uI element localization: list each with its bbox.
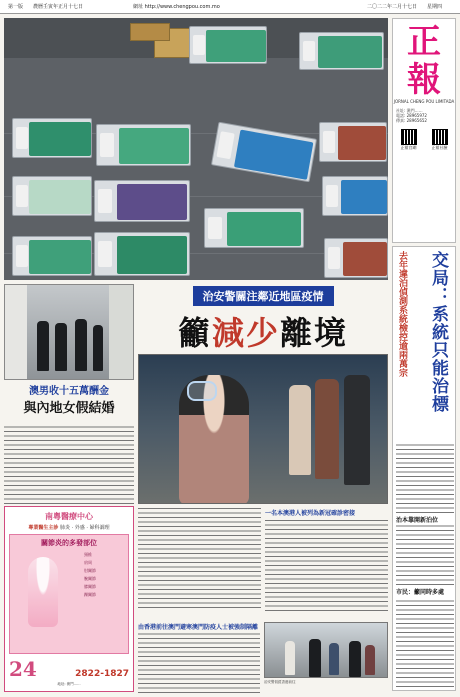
lead-kicker: 治安警關注鄰近地區疫情 xyxy=(193,286,334,306)
list-item: 膝關節 xyxy=(84,584,96,589)
ad-joint-list xyxy=(84,551,124,599)
ad-services-list: 肺炎 · 外感 · 婦科調理 xyxy=(60,525,110,531)
body-figure-icon xyxy=(28,557,58,627)
clinic-advertisement[interactable] xyxy=(4,506,134,692)
qr-code-icon[interactable] xyxy=(432,129,448,145)
list-item: 肩周 xyxy=(84,560,92,565)
headline-suffix: 離境 xyxy=(280,314,349,352)
ad-services xyxy=(5,524,133,531)
photo-caption: 治安警員經香港前往 xyxy=(264,680,296,684)
contact-line: 社址: 澳門…… xyxy=(396,108,423,113)
headline-highlight: 減少 xyxy=(211,314,280,352)
left-body-text xyxy=(4,424,134,504)
publication-date: 二〇二二年二月十七日 xyxy=(366,4,417,10)
lower-body-text xyxy=(138,633,260,693)
top-bar xyxy=(0,0,460,14)
face-shield-icon xyxy=(187,381,217,401)
lunar-date: 農曆壬寅年正月十七日 xyxy=(33,4,84,10)
page-number: 第一版 xyxy=(8,4,24,10)
headline-prefix: 籲 xyxy=(177,314,212,352)
photo-street-crowd xyxy=(264,622,388,678)
left-main-headline: 與內地女假結婚 xyxy=(23,401,115,416)
lead-body-text xyxy=(138,508,261,608)
lower-subhead: 由香港前往澳門避寒澳門防疫人士被強制隔離 xyxy=(138,624,259,631)
right-body-text xyxy=(396,597,454,687)
qr-code-icon[interactable] xyxy=(401,129,417,145)
lead-main-headline xyxy=(138,308,388,354)
lead-headline xyxy=(138,284,388,352)
publisher-name: JORNAL CHENG POU LIMITADA xyxy=(393,99,455,104)
lower-body xyxy=(138,622,260,692)
list-item: 腕關節 xyxy=(84,576,96,581)
logo-character-top: 正 xyxy=(407,22,441,62)
ad-feature-box xyxy=(9,534,129,654)
qr-label: 正報官網 xyxy=(400,145,417,150)
lead-body xyxy=(138,508,388,618)
logo-character-bottom: 報 xyxy=(407,60,441,100)
contact-line: 電話: 28965972 xyxy=(396,113,427,118)
masthead xyxy=(392,18,456,243)
ad-footer xyxy=(9,657,129,687)
lead-photo-hospital-beds xyxy=(4,18,388,280)
lead-body-text xyxy=(265,519,388,611)
left-photo-corridor xyxy=(4,284,134,380)
ad-badge-number: 24 xyxy=(9,657,37,681)
website-url[interactable]: 網址 http://www.chengpou.com.mo xyxy=(133,4,220,10)
right-body-text xyxy=(396,443,454,513)
right-column-story xyxy=(392,246,456,691)
right-body-text xyxy=(396,525,454,585)
list-item: 頸椎 xyxy=(84,552,92,557)
left-headline xyxy=(4,382,134,420)
lead-subhead: 一名本澳港人被列為新冠確診密接 xyxy=(265,510,356,517)
right-headline-main: 交局：系統只能治標 xyxy=(428,251,448,413)
weekday: 星期四 xyxy=(426,4,442,10)
ad-address: 地址: 澳門…… xyxy=(57,682,81,686)
right-section-title: 市民：籲同時多處 xyxy=(396,589,445,596)
right-subheadline: 去年違泊偵測系統檢控逾兩萬宗 xyxy=(397,251,407,377)
ad-brand: 南粵醫療中心 xyxy=(45,511,93,521)
list-item: 肘關節 xyxy=(84,568,96,573)
qr-label: 正報社臉 xyxy=(431,145,448,150)
ad-services-label: 專業醫生主診 xyxy=(28,525,59,531)
ad-banner: 關節炎的多發部位 xyxy=(41,539,97,547)
left-kicker: 澳男收十五萬酬金 xyxy=(29,386,109,397)
ad-phone[interactable]: 2822-1827 xyxy=(75,669,129,679)
contact-line: 傳真: 28965652 xyxy=(396,118,427,123)
lead-photo-masked-woman xyxy=(138,354,388,504)
list-item: 踝關節 xyxy=(84,592,96,597)
right-section-title: 治本靠開新泊位 xyxy=(396,517,439,524)
